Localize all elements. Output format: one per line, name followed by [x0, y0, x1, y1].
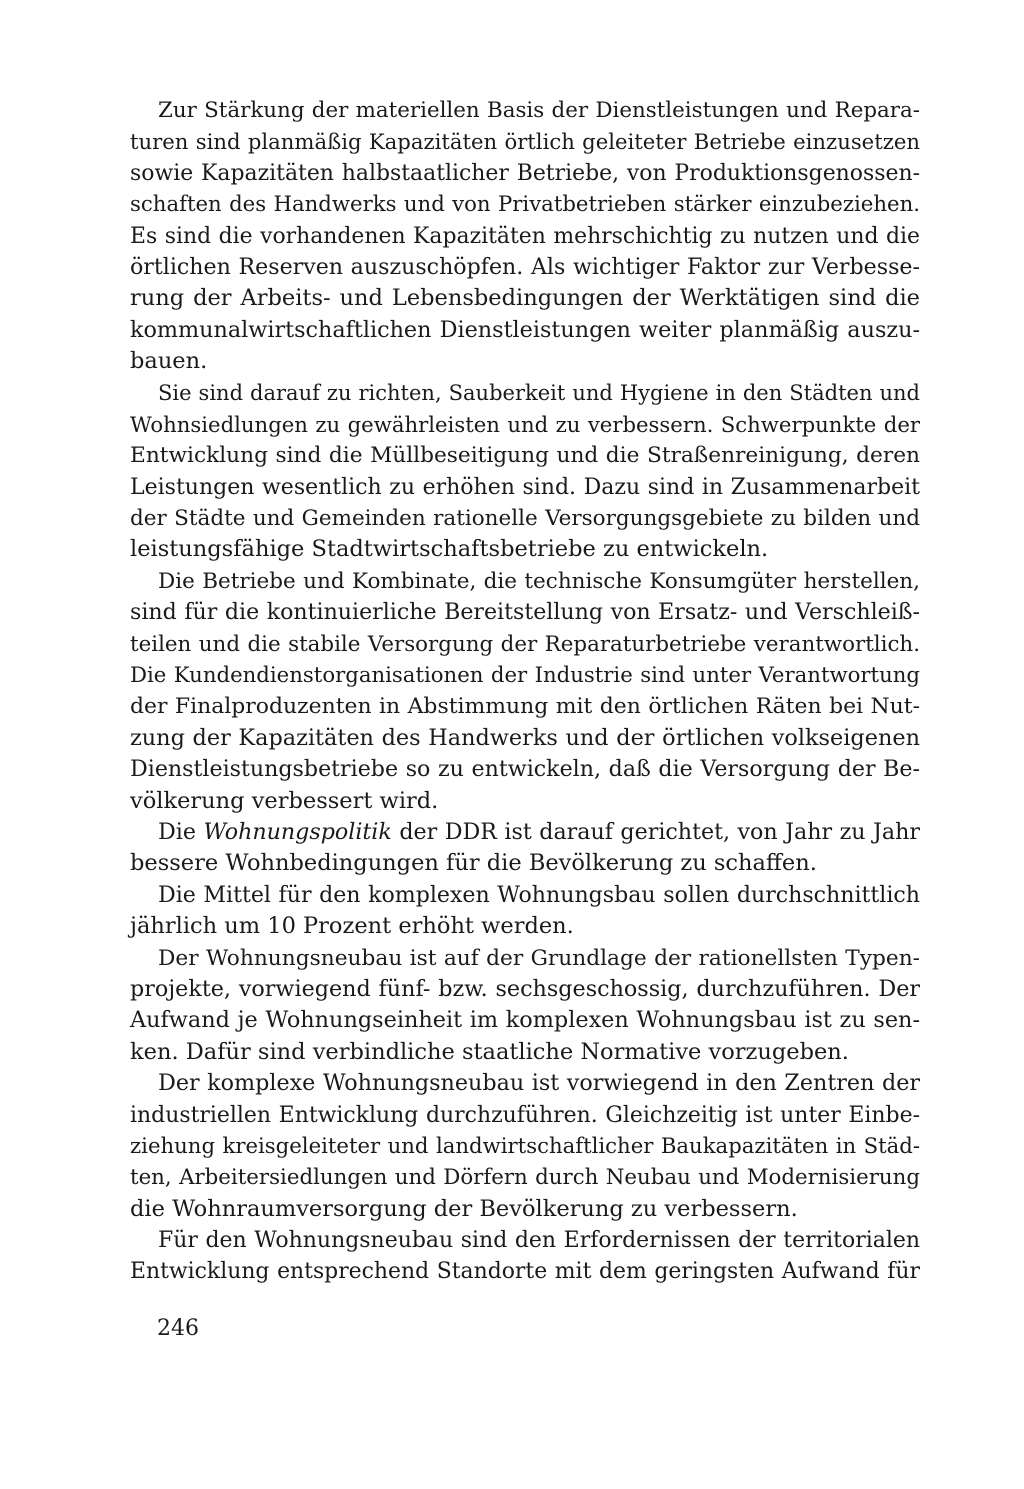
text-line: bauen. — [130, 348, 208, 375]
text-line: Für den Wohnungsneubau sind den Erfordernissen der territorialen — [158, 1228, 920, 1254]
text-line: jährlich um 10 Prozent erhöht werden. — [130, 913, 574, 940]
text-line: Entwicklung sind die Müllbeseitigung und die Straßenreinigung, deren — [130, 443, 920, 469]
text-line: Der komplexe Wohnungsneubau ist vorwiegend in den Zentren der — [158, 1070, 920, 1097]
text-line: Die Mittel für den komplexen Wohnungsbau sollen durchschnittlich — [158, 882, 920, 908]
text-line: Es sind die vorhandenen Kapazitäten mehrschichtig zu nutzen und die — [130, 223, 920, 249]
text-line: örtlichen Reserven auszuschöpfen. Als wichtiger Faktor zur Verbesse- — [130, 253, 920, 280]
text-line: der Finalproduzenten in Abstimmung mit den örtlichen Räten bei Nut- — [130, 694, 920, 720]
text-line: völkerung verbessert wird. — [130, 787, 439, 814]
text-line: bessere Wohnbedingungen für die Bevölkerung zu schaffen. — [130, 850, 817, 877]
text-line: teilen und die stabile Versorgung der Reparaturbetriebe verantwortlich. — [130, 631, 920, 657]
text-line: Die Kundendienstorganisationen der Industrie sind unter Verantwortung — [130, 663, 920, 689]
text-line: ten, Arbeitersiedlungen und Dörfern durch Neubau und Modernisierung — [130, 1165, 920, 1191]
emphasized-term: Wohnungspolitik — [203, 818, 392, 845]
text-line: schaften des Handwerks und von Privatbetrieben stärker einzubeziehen. — [130, 192, 920, 218]
text-fragment: Die — [158, 818, 204, 845]
text-line: Der Wohnungsneubau ist auf der Grundlage der rationellsten Typen- — [158, 945, 920, 971]
text-line-with-emphasis — [130, 817, 920, 848]
text-line: leistungsfähige Stadtwirtschaftsbetriebe zu entwickeln. — [130, 536, 769, 563]
text-line: zung der Kapazitäten des Handwerks und der örtlichen volkseigenen — [130, 724, 920, 751]
text-line: projekte, vorwiegend fünf- bzw. sechsgeschossig, durchzuführen. Der — [130, 975, 920, 1002]
text-line: ken. Dafür sind verbindliche staatliche Normative vorzugeben. — [130, 1038, 849, 1065]
text-line: die Wohnraumversorgung der Bevölkerung zu verbessern. — [130, 1195, 798, 1222]
page-number: 246 — [157, 1316, 199, 1341]
text-line: sowie Kapazitäten halbstaatlicher Betriebe, von Produktionsgenossen- — [130, 160, 920, 186]
text-line: Wohnsiedlungen zu gewährleisten und zu verbessern. Schwerpunkte der — [130, 411, 920, 437]
text-line: sind für die kontinuierliche Bereitstellung von Ersatz- und Verschleiß- — [130, 599, 920, 626]
text-line: ziehung kreisgeleiteter und landwirtschaftlicher Baukapazitäten in Städ- — [130, 1133, 920, 1159]
text-line: rung der Arbeits- und Lebensbedingungen der Werktätigen sind die — [130, 285, 920, 312]
text-line: Entwicklung entsprechend Standorte mit dem geringsten Aufwand für — [130, 1259, 920, 1285]
text-fragment: der DDR ist darauf gerichtet, von Jahr zu Jahr — [391, 818, 920, 845]
text-line: Leistungen wesentlich zu erhöhen sind. Dazu sind in Zusammenarbeit — [130, 474, 920, 500]
text-line: Die Betriebe und Kombinate, die technische Konsumgüter herstellen, — [158, 568, 920, 594]
text-line: turen sind planmäßig Kapazitäten örtlich geleiteter Betriebe einzusetzen — [130, 129, 920, 155]
text-line: kommunalwirtschaftlichen Dienstleistungen weiter planmäßig auszu- — [130, 316, 920, 343]
text-line: Zur Stärkung der materiellen Basis der Dienstleistungen und Repara- — [158, 98, 920, 123]
body-text — [130, 95, 920, 1288]
text-line: Aufwand je Wohnungseinheit im komplexen Wohnungsbau ist zu sen- — [130, 1007, 920, 1034]
text-line: Sie sind darauf zu richten, Sauberkeit und Hygiene in den Städten und — [158, 380, 920, 405]
text-line: industriellen Entwicklung durchzuführen. Gleichzeitig ist unter Einbe- — [130, 1102, 920, 1128]
text-line: Dienstleistungsbetriebe so zu entwickeln, daß die Versorgung der Be- — [130, 756, 920, 783]
text-line: der Städte und Gemeinden rationelle Versorgungsgebiete zu bilden und — [130, 506, 920, 532]
